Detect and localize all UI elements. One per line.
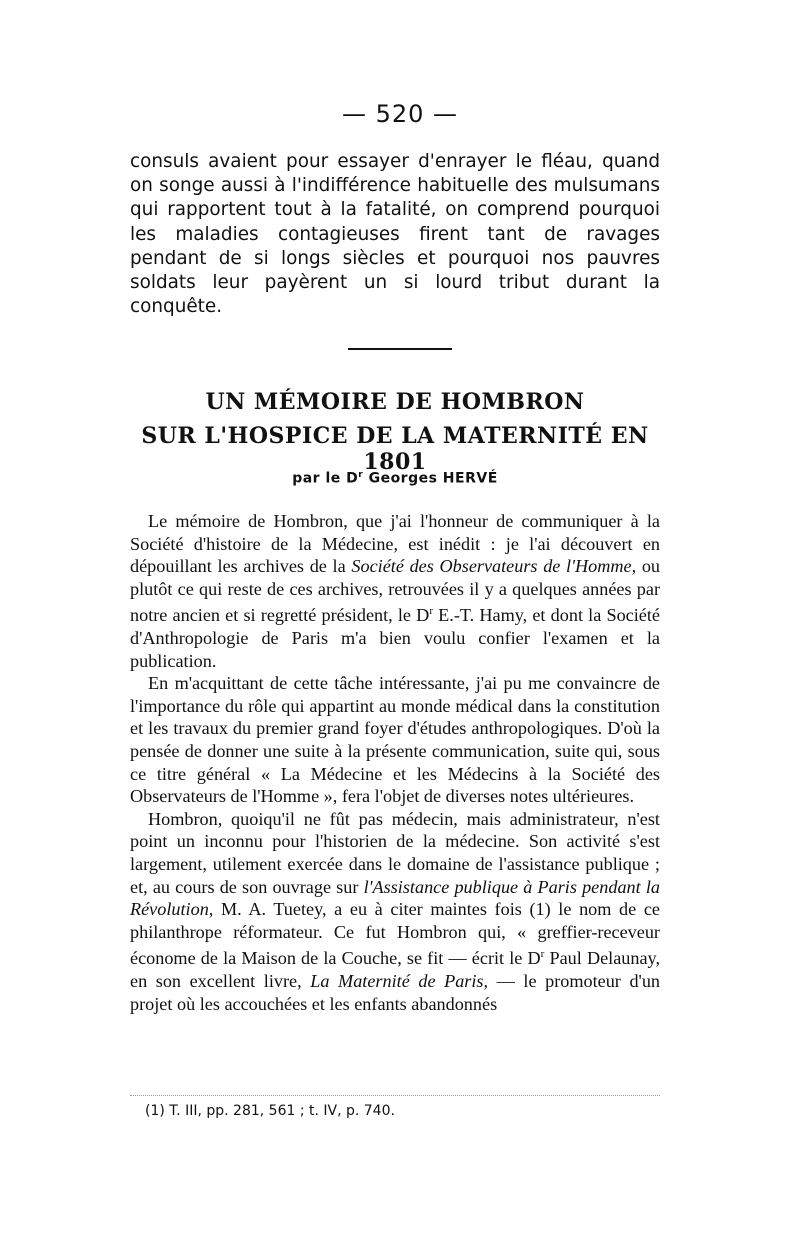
p1-italic-society: Société des Observateurs de l'Homme, [351,556,637,577]
section-divider [348,348,452,350]
article-body [130,510,660,1015]
p1-text-a: Le mémoire de Hombron, que j'ai l'honneur de communiquer à la Société d'histoire de la Médecine, est inédit : je l'ai découvert en dépouillant les archives de la [130,511,660,577]
footnote: (1) T. III, pp. 281, 561 ; t. IV, p. 740. [145,1103,395,1119]
article-title-line1: UN MÉMOIRE DE HOMBRON [205,389,585,415]
p3-italic-maternite: La Maternité de Paris, [310,971,489,991]
footnote-separator [130,1095,660,1096]
p3-italic-book: l'Assistance publique à Paris pendant la Révolution, [130,876,660,920]
continued-paragraph [130,150,660,319]
p1-sup: r [429,605,433,618]
paragraph-3 [130,808,660,1015]
p3-text-a: Hombron, quoiqu'il ne fût pas médecin, mais administrateur, n'est point un inconnu pour l'historien de la médecine. Son activité s'est largement, utilement exercée dans le domaine de l'assistance publique ; et, au cours de son ouvrage sur [130,808,660,897]
p1-text-c: ou plutôt ce qui reste de ces archives, retrouvées il y a quelques années par notre ancien et si regretté président, le D [130,556,661,626]
p3-text-f: — le promoteur d'un projet où les accouchées et les enfants abandonnés [130,971,661,1014]
p3-text-d: Paul Delaunay, en son excellent livre, [130,948,660,991]
byline-prefix: par le D [292,470,359,487]
article-byline [130,470,660,487]
p3-text-c: M. A. Tuetey, a eu à citer maintes fois (1) le nom de ce philanthrope réformateur. Ce fut Hombron qui, « greffier-receveur économe de la Maison de la Couche, se fit — écrit le D [130,899,660,969]
article-title-line2: SUR L'HOSPICE DE LA MATERNITÉ EN 1801 [141,423,649,475]
byline-sup: r [358,470,364,480]
p1-text-d: E.-T. Hamy, et dont la Société d'Anthropologie de Paris m'a bien voulu confier l'examen et la publication. [130,605,661,671]
p3-sup: r [540,948,545,961]
page-number: — 520 — [341,100,459,128]
paragraph-1 [130,510,660,672]
byline-name: Georges HERVÉ [363,470,498,487]
paragraph-2: En m'acquittant de cette tâche intéressante, j'ai pu me convaincre de l'importance du rôle qui appartint au monde médical dans la constitution et les travaux du premier grand foyer d'études anthropologiques. D'où la pensée de donner une suite à la présente communication, suite qui, sous ce titre général « La Médecine et les Médecins à la Société des Observateurs de l'Homme », fera l'objet de diverses notes ultérieures. [130,673,660,807]
continued-paragraph-text: consuls avaient pour essayer d'enrayer le fléau, quand on songe aussi à l'indifférence habituelle des mulsumans qui rapportent tout à la fatalité, on comprend pourquoi les maladies contagieuses firent tant de ravages pendant de si longs siècles et pourquoi nos pauvres soldats leur payèrent un si lourd tribut durant la conquête. [130,151,660,318]
